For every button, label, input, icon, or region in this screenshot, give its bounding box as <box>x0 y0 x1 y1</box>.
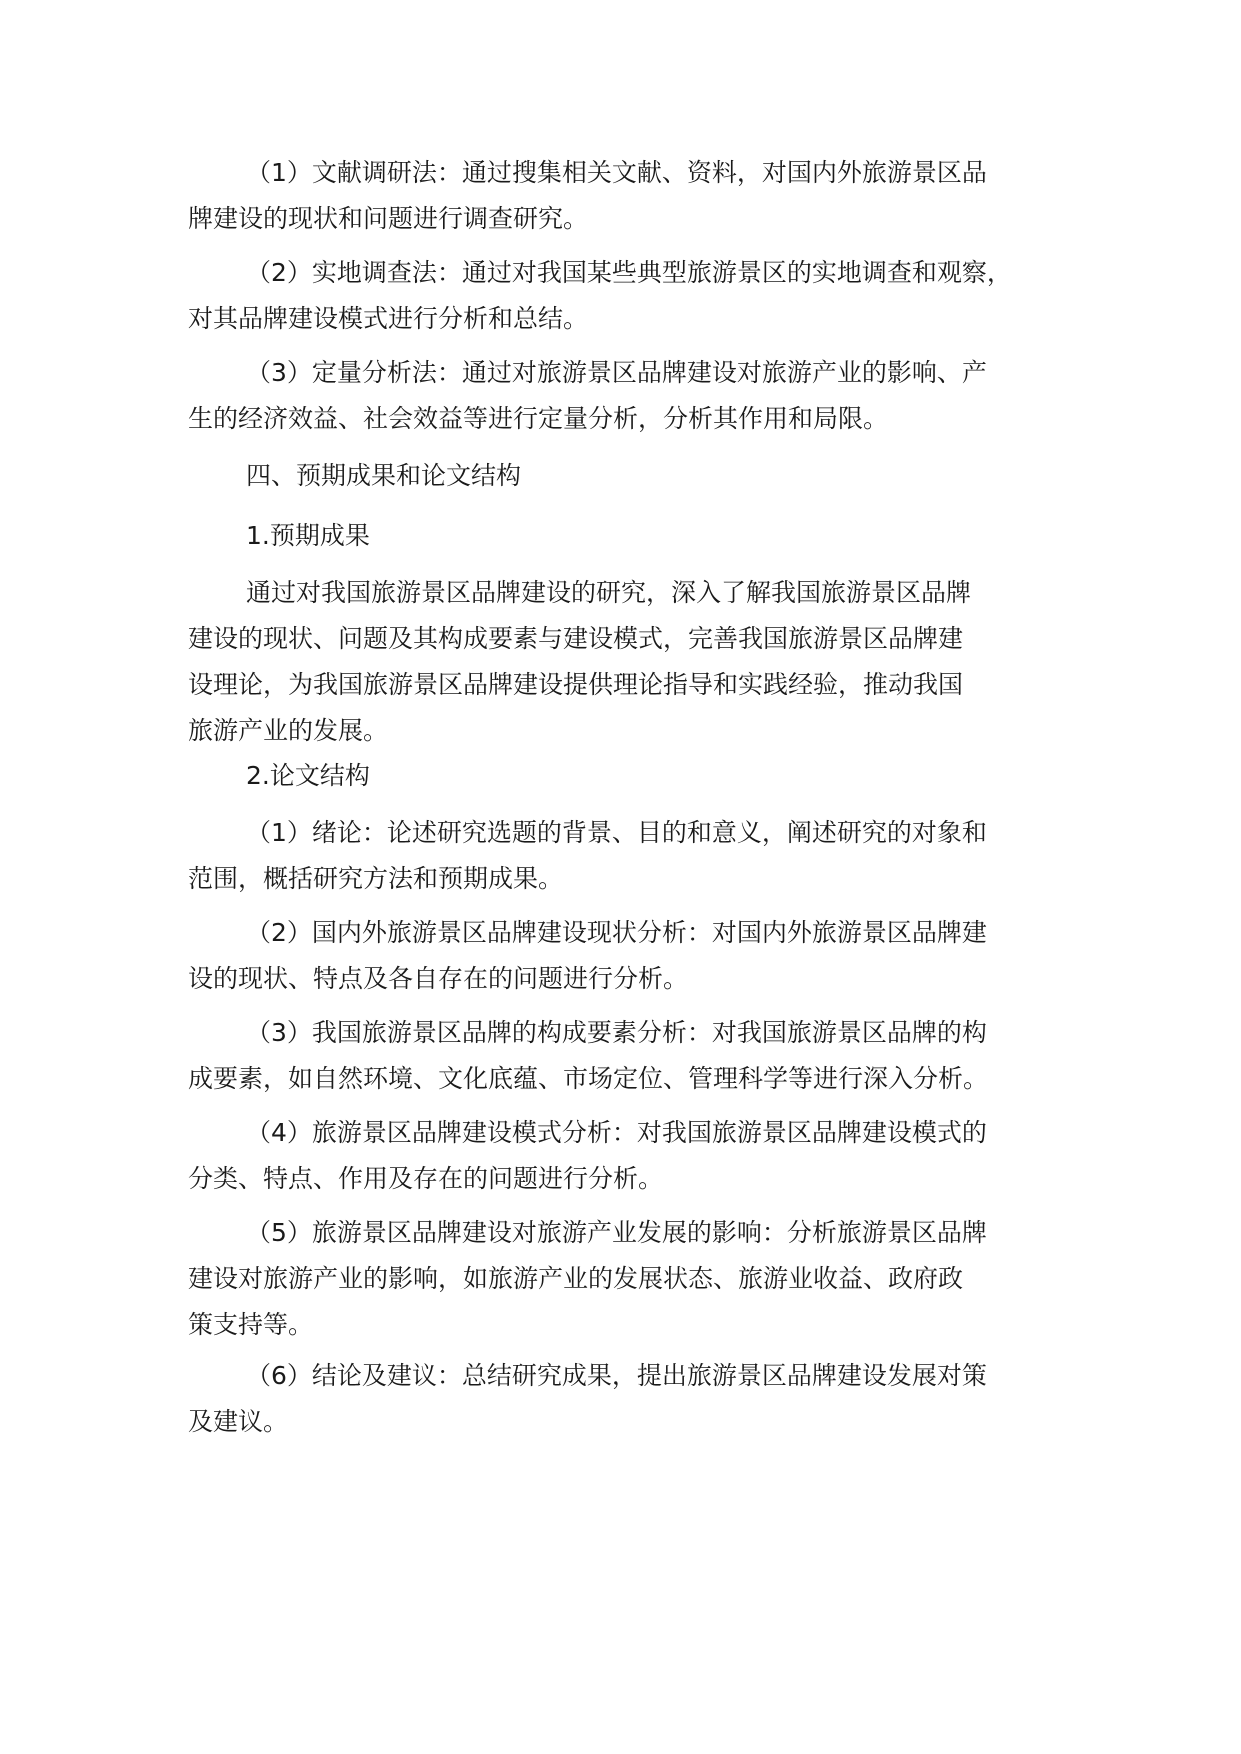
text-line: （1）文献调研法：通过搜集相关文献、资料，对国内外旅游景区品 <box>246 158 987 187</box>
text-line: 四、预期成果和论文结构 <box>246 461 522 490</box>
text-line: （4）旅游景区品牌建设模式分析：对我国旅游景区品牌建设模式的 <box>246 1118 987 1147</box>
text-line: （6）结论及建议：总结研究成果，提出旅游景区品牌建设发展对策 <box>246 1361 987 1390</box>
text-line: 1.预期成果 <box>246 521 370 550</box>
text-line: 生的经济效益、社会效益等进行定量分析，分析其作用和局限。 <box>188 404 889 433</box>
paragraph-structure-3 <box>188 1010 1068 1102</box>
subsection-heading-thesis-structure <box>188 753 1068 799</box>
text-line: 建设的现状、问题及其构成要素与建设模式，完善我国旅游景区品牌建 <box>188 624 964 653</box>
paragraph-structure-4 <box>188 1110 1068 1202</box>
text-line: 范围，概括研究方法和预期成果。 <box>188 864 564 893</box>
paragraph-structure-5 <box>188 1210 1068 1348</box>
subsection-heading-expected-results <box>188 513 1068 559</box>
text-line: （5）旅游景区品牌建设对旅游产业发展的影响：分析旅游景区品牌 <box>246 1218 987 1247</box>
paragraph-structure-1 <box>188 810 1068 902</box>
text-line: （2）国内外旅游景区品牌建设现状分析：对国内外旅游景区品牌建 <box>246 918 987 947</box>
text-line: 策支持等。 <box>188 1310 314 1339</box>
text-line: 牌建设的现状和问题进行调查研究。 <box>188 204 589 233</box>
text-line: （3）我国旅游景区品牌的构成要素分析：对我国旅游景区品牌的构 <box>246 1018 987 1047</box>
text-line: （3）定量分析法：通过对旅游景区品牌建设对旅游产业的影响、产 <box>246 358 987 387</box>
text-line: （1）绪论：论述研究选题的背景、目的和意义，阐述研究的对象和 <box>246 818 987 847</box>
paragraph-method-3 <box>188 350 1068 442</box>
paragraph-method-1 <box>188 150 1068 242</box>
text-line: （2）实地调查法：通过对我国某些典型旅游景区的实地调查和观察， <box>246 258 1012 287</box>
text-line: 对其品牌建设模式进行分析和总结。 <box>188 304 589 333</box>
text-line: 建设对旅游产业的影响，如旅游产业的发展状态、旅游业收益、政府政 <box>188 1264 964 1293</box>
text-line: 2.论文结构 <box>246 761 370 790</box>
text-line: 分类、特点、作用及存在的问题进行分析。 <box>188 1164 664 1193</box>
section-heading <box>188 453 1068 499</box>
text-line: 及建议。 <box>188 1407 289 1436</box>
text-line: 旅游产业的发展。 <box>188 716 389 745</box>
text-line: 成要素，如自然环境、文化底蕴、市场定位、管理科学等进行深入分析。 <box>188 1064 989 1093</box>
text-line: 设的现状、特点及各自存在的问题进行分析。 <box>188 964 689 993</box>
text-line: 设理论，为我国旅游景区品牌建设提供理论指导和实践经验，推动我国 <box>188 670 964 699</box>
paragraph-expected-results <box>188 570 1068 754</box>
paragraph-structure-6 <box>188 1353 1068 1445</box>
paragraph-structure-2 <box>188 910 1068 1002</box>
text-line: 通过对我国旅游景区品牌建设的研究，深入了解我国旅游景区品牌 <box>246 578 972 607</box>
paragraph-method-2 <box>188 250 1068 342</box>
